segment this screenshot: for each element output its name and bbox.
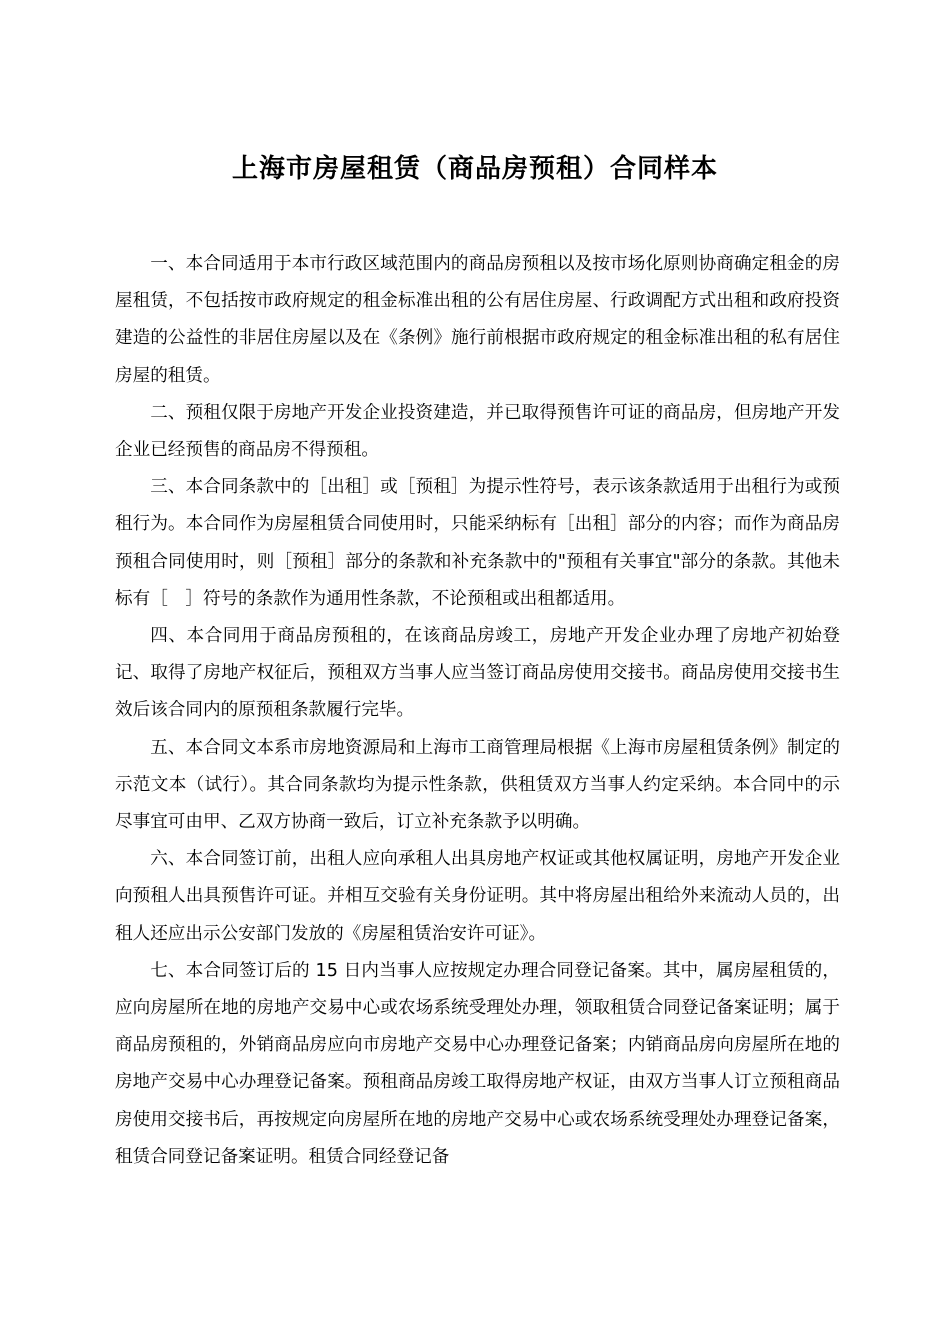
paragraph-2: 二、预租仅限于房地产开发企业投资建造，并已取得预售许可证的商品房，但房地产开发企业已经预售的商品房不得预租。	[115, 402, 840, 461]
paragraph-3: 三、本合同条款中的［出租］或［预租］为提示性符号，表示该条款适用于出租行为或预租行为。本合同作为房屋租赁合同使用时，只能采纳标有［出租］部分的内容；而作为商品房预租合同使用时，则［预租］部分的条款和补充条款中的"预租有关事宜"部分的条款。其他未标有［ ］符号的条款作为通用性条款，不论预租或出租都适用。	[115, 477, 840, 609]
paragraph-1: 一、本合同适用于本市行政区域范围内的商品房预租以及按市场化原则协商确定租金的房屋租赁，不包括按市政府规定的租金标准出租的公有居住房屋、行政调配方式出租和政府投资建造的公益性的非居住房屋以及在《条例》施行前根据市政府规定的租金标准出租的私有居住房屋的租赁。	[115, 254, 840, 386]
document-title: 上海市房屋租赁（商品房预租）合同样本	[231, 154, 718, 185]
paragraph-4: 四、本合同用于商品房预租的，在该商品房竣工，房地产开发企业办理了房地产初始登记、取得了房地产权征后，预租双方当事人应当签订商品房使用交接书。商品房使用交接书生效后该合同内的原预租条款履行完毕。	[115, 626, 840, 721]
paragraph-6: 六、本合同签订前，出租人应向承租人出具房地产权证或其他权属证明，房地产开发企业向预租人出具预售许可证。并相互交验有关身份证明。其中将房屋出租给外来流动人员的，出租人还应出示公安部门发放的《房屋租赁治安许可证》。	[115, 849, 840, 944]
document-body	[115, 246, 840, 1176]
paragraph-5: 五、本合同文本系市房地资源局和上海市工商管理局根据《上海市房屋租赁条例》制定的示范文本（试行）。其合同条款均为提示性条款，供租赁双方当事人约定采纳。本合同中的示尽事宜可由甲、乙双方协商一致后，订立补充条款予以明确。	[115, 737, 840, 833]
paragraph-7: 七、本合同签订后的 15 日内当事人应按规定办理合同登记备案。其中，属房屋租赁的，应向房屋所在地的房地产交易中心或农场系统受理处办理，领取租赁合同登记备案证明；属于商品房预租的，外销商品房应向市房地产交易中心办理登记备案；内销商品房向房屋所在地的房地产交易中心办理登记备案。预租商品房竣工取得房地产权证，由双方当事人订立预租商品房使用交接书后，再按规定向房屋所在地的房地产交易中心或农场系统受理处办理登记备案，租赁合同登记备案证明。租赁合同经登记备	[115, 960, 840, 1167]
